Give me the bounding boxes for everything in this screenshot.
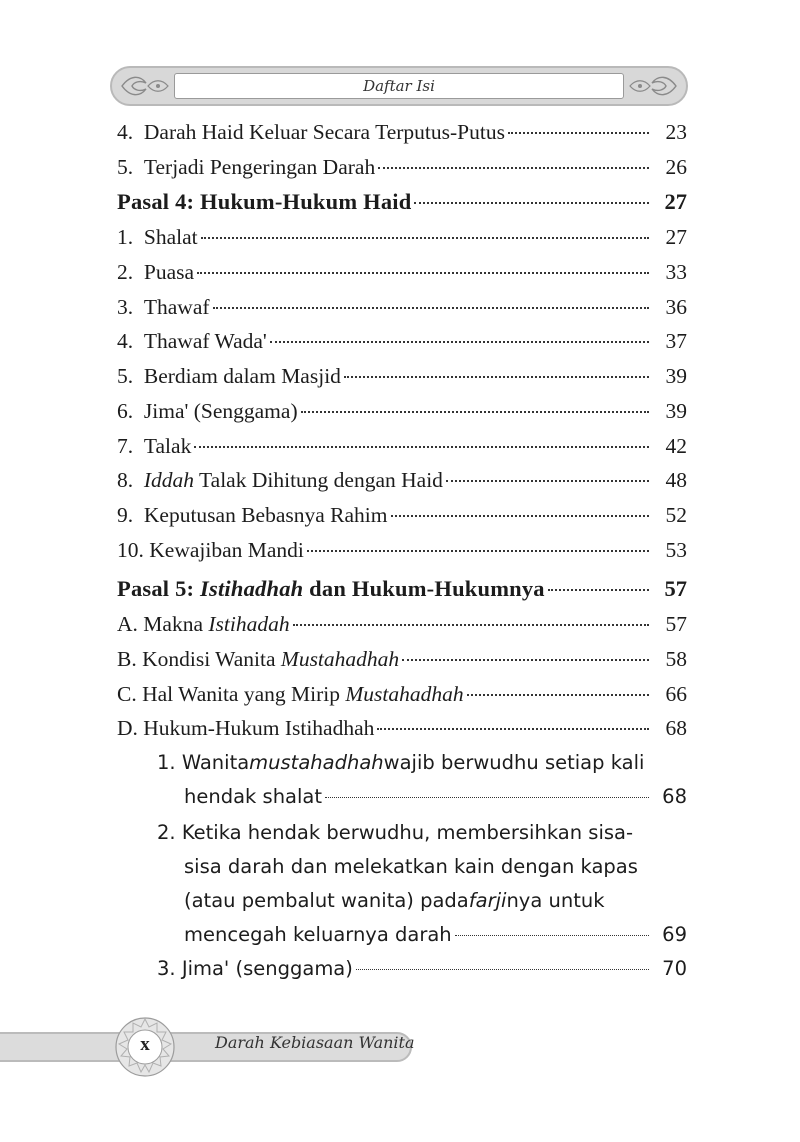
toc-page-number: 27 xyxy=(665,225,687,250)
toc-entry[interactable]: D. Hukum-Hukum Istihadhah 68 xyxy=(117,716,687,741)
toc-entry-title: Kewajiban Mandi xyxy=(149,537,304,562)
toc-entry[interactable]: A. Makna Istihadah 57 xyxy=(117,612,687,637)
toc-entry-title: Thawaf xyxy=(143,294,210,319)
toc-page-number: 39 xyxy=(665,398,687,423)
toc-entry-title: Berdiam dalam Masjid xyxy=(143,364,341,389)
toc-page-number: 52 xyxy=(665,502,687,527)
toc-subentries xyxy=(157,751,687,991)
toc-page-number: 69 xyxy=(662,923,687,946)
toc-page-number: 27 xyxy=(664,189,687,215)
toc-entry-title: Darah Haid Keluar Secara Terputus-Putus xyxy=(143,120,505,144)
toc-entry[interactable]: 5. Terjadi Pengeringan Darah 26 xyxy=(117,154,687,179)
toc-entry[interactable]: 8. Iddah Talak Dihitung dengan Haid 48 xyxy=(117,468,687,493)
toc-entry-title: Iddah Talak Dihitung dengan Haid xyxy=(143,468,443,493)
toc-subentry[interactable]: 2. Ketika hendak berwudhu, membersihkan sisa- sisa darah dan melekatkan kain dengan kapas (atau pembalut wanita) pada farji nya untuk mencegah keluarnya darah 69 xyxy=(157,821,687,946)
toc-entry-title: Hukum-Hukum Istihadhah xyxy=(143,716,375,741)
toc-page-number: 57 xyxy=(665,612,687,637)
chapter-title: Pasal 5: Istihadhah dan Hukum-Hukumnya xyxy=(117,576,545,602)
chapter-title: Pasal 4: Hukum-Hukum Haid xyxy=(117,189,412,215)
toc-entry-title: Thawaf Wada' xyxy=(143,329,267,354)
toc-entry[interactable]: 2. Puasa 33 xyxy=(117,260,687,285)
toc-entry[interactable]: B. Kondisi Wanita Mustahadhah 58 xyxy=(117,646,687,671)
toc-entry[interactable]: 1. Shalat 27 xyxy=(117,225,687,250)
toc-entry[interactable]: C. Hal Wanita yang Mirip Mustahadhah 66 xyxy=(117,681,687,706)
toc-page-number: 36 xyxy=(665,294,687,319)
toc-page-number: 23 xyxy=(665,120,687,144)
toc-page-number: 26 xyxy=(665,154,687,179)
toc-page-number: 58 xyxy=(665,646,687,671)
toc-page-number: 68 xyxy=(662,785,687,808)
toc-entry-title: Terjadi Pengeringan Darah xyxy=(143,154,376,179)
toc-chapter-heading[interactable] xyxy=(117,189,687,225)
table-of-contents xyxy=(117,120,687,991)
toc-chapter-heading[interactable] xyxy=(117,576,687,612)
toc-entry[interactable]: 4. Darah Haid Keluar Secara Terputus-Putus 23 xyxy=(117,120,687,144)
toc-entry-title: Shalat xyxy=(143,225,198,250)
toc-entry-title: mencegah keluarnya darah xyxy=(184,923,452,946)
toc-entry-title: Jima' (Senggama) xyxy=(143,398,298,423)
toc-entry[interactable]: 7. Talak 42 xyxy=(117,433,687,458)
header-label-box xyxy=(174,73,624,99)
toc-entry-title: Keputusan Bebasnya Rahim xyxy=(143,502,388,527)
toc-entry[interactable]: 3. Thawaf 36 xyxy=(117,294,687,319)
toc-entry[interactable]: 5. Berdiam dalam Masjid 39 xyxy=(117,364,687,389)
toc-page-number: 33 xyxy=(665,260,687,285)
toc-page-number: 70 xyxy=(662,957,687,980)
toc-page-number: 48 xyxy=(665,468,687,493)
toc-page-number: 42 xyxy=(665,433,687,458)
running-header xyxy=(110,66,688,106)
toc-page-number: 66 xyxy=(665,681,687,706)
toc-entry[interactable]: 9. Keputusan Bebasnya Rahim 52 xyxy=(117,502,687,527)
ornament-right-icon xyxy=(626,71,680,101)
toc-entry-title: Jima' (senggama) xyxy=(181,957,353,980)
toc-entry-title: Puasa xyxy=(143,260,195,285)
toc-entry-title: hendak shalat xyxy=(184,785,323,808)
page-number: x xyxy=(140,1034,150,1055)
toc-entry-title: Hal Wanita yang Mirip Mustahadhah xyxy=(142,681,464,706)
toc-entry[interactable]: 4. Thawaf Wada' 37 xyxy=(117,329,687,354)
header-title: Daftar Isi xyxy=(363,77,435,95)
book-title: Darah Kebiasaan Wanita xyxy=(215,1033,415,1052)
toc-page-number: 57 xyxy=(664,576,687,602)
toc-entry[interactable]: 10. Kewajiban Mandi 53 xyxy=(117,537,687,562)
toc-entry[interactable]: 6. Jima' (Senggama) 39 xyxy=(117,398,687,423)
toc-subentry[interactable]: 1. Wanita mustahadhah wajib berwudhu setiap kali hendak shalat 68 xyxy=(157,751,687,808)
toc-subentry[interactable]: 3. Jima' (senggama) 70 xyxy=(157,957,687,980)
toc-entry-title: Talak xyxy=(143,433,192,458)
toc-page-number: 39 xyxy=(665,364,687,389)
toc-page-number: 37 xyxy=(665,329,687,354)
toc-page-number: 68 xyxy=(665,716,687,741)
toc-page-number: 53 xyxy=(665,537,687,562)
toc-entry-title: Makna Istihadah xyxy=(143,612,290,637)
ornament-left-icon xyxy=(118,71,172,101)
toc-entry-title: Kondisi Wanita Mustahadhah xyxy=(142,646,400,671)
